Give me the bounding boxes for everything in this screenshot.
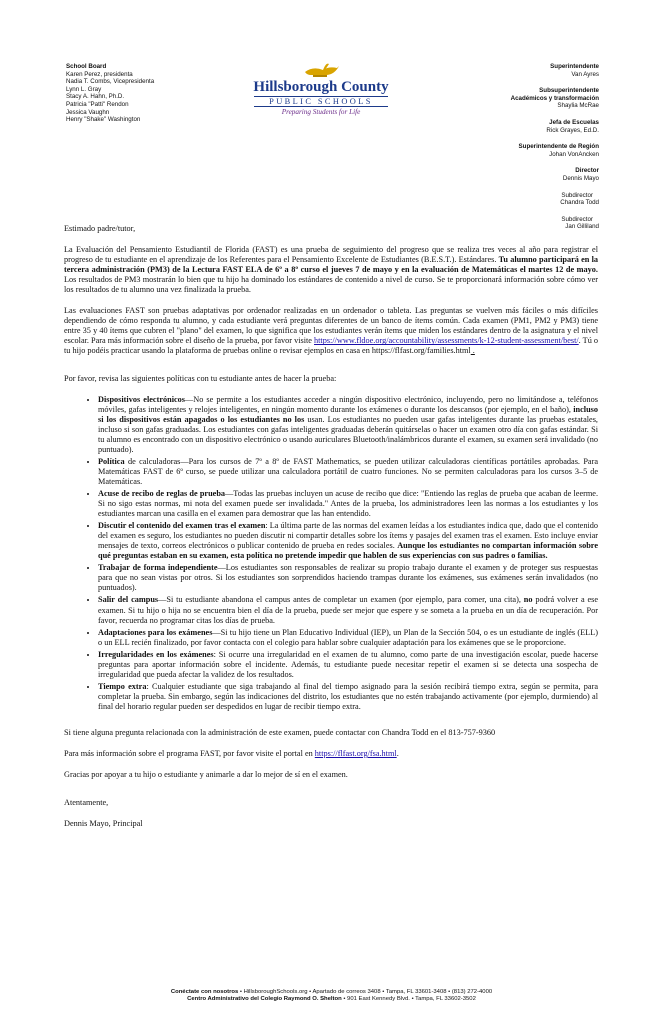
policy-item [98, 521, 598, 561]
policy-text: —Si tu estudiante abandona el campus antes de completar un examen (por ejemplo, para comer, una cita), [158, 595, 524, 605]
policy-title: Discutir el contenido del examen tras el examen [98, 521, 266, 531]
policy-item [98, 563, 598, 593]
fldoe-link[interactable]: https://www.fldoe.org/accountability/assessments/k-12-student-assessment/best/ [314, 336, 579, 346]
footer-line [0, 989, 663, 996]
paragraph-text: Para más información sobre el programa FAST, por favor visite el portal en [64, 749, 315, 759]
thanks-paragraph: Gracias por apoyar a tu hijo o estudiante y animarle a dar lo mejor de sí en el examen. [64, 770, 348, 780]
chief-title: Jefa de Escuelas [549, 118, 599, 126]
regional-name: Johan VonAncken [549, 150, 599, 158]
paragraph-adaptive [64, 306, 598, 356]
policy-text: —Si tu hijo tiene un Plan Educativo Individual (IEP), un Plan de la Sección 504, o es un estudiante de inglés (ELL) o un ELL recién finalizado, por favor contacta con el colegio para hablar sobre cualquier adaptación para los exámenes que se le proporcione. [98, 627, 598, 647]
administration-list [399, 63, 599, 240]
footer-text: • 901 East Kennedy Blvd. • Tampa, FL 33602-3502 [341, 996, 476, 1003]
fast-portal-link[interactable]: https://flfast.org/fsa.html [314, 749, 397, 759]
policy-list [64, 395, 598, 712]
footer-bold: Centro Administrativo del Colegio Raymond O. Shelton [187, 996, 342, 1003]
greeting: Estimado padre/tutor, [64, 224, 136, 233]
policy-text: —Todas las pruebas incluyen un acuse de recibo que dice: "Entiendo las reglas de prueba que acaban de leerme. Si no sigo estas normas, mi nota del examen puede ser invalidada." Antes de la prueba, los administradores leen las normas a los estudiantes y los estudiantes marcan una casilla en el examen para demostrar que las han entendido. [98, 488, 599, 519]
subdirector-name: Chandra Todd [560, 199, 599, 207]
school-board-title: School Board [66, 63, 107, 70]
district-tagline: Preparing Students for Life [281, 108, 361, 116]
director-title: Director [575, 167, 599, 175]
paragraph-fast-intro [64, 245, 598, 295]
chief-name: Rick Grayes, Ed.D. [546, 126, 599, 134]
deputy-title-line2: Académicos y transformación [510, 94, 599, 102]
paragraph-bold-dates: Tu alumno participará en la tercera administración (PM3) de la Lectura FAST ELA de 6º a 8º curso el jueves 7 de mayo y en la evaluación de Matemáticas el martes 12 de mayo. [64, 255, 598, 275]
policies-intro: Por favor, revisa las siguientes políticas con tu estudiante antes de hacer la prueba: [64, 373, 337, 383]
policy-item [98, 489, 598, 519]
policy-title: Política [98, 456, 125, 466]
superintendent-name: Van Ayres [571, 70, 599, 78]
policy-item [98, 650, 598, 680]
district-name: Hillsborough County [253, 79, 389, 95]
policy-bold: incluso si los dispositivos están apagados o los estudiantes no los [98, 404, 598, 424]
policy-item [98, 595, 598, 625]
policy-text: —No se permite a los estudiantes acceder a ningún dispositivo electrónico, incluyendo, pero no limitándose a, teléfonos móviles, gafas inteligentes y relojes inteligentes, en ningún momento durante los exámenes o durante los descansos (por ejemplo, en el baño), [98, 394, 598, 414]
closing: Atentamente, [64, 798, 109, 808]
policy-item [98, 395, 598, 455]
board-member: Lynn L. Gray [66, 85, 102, 93]
policy-item [98, 628, 598, 648]
subdirector-title: Subdirector [561, 191, 593, 199]
letter-body [64, 224, 598, 840]
lamp-icon [299, 58, 343, 80]
policy-title: Acuse de recibo de reglas de prueba [98, 488, 226, 498]
policy-title: Irregularidades en los exámenes [98, 649, 214, 659]
policy-text: de calculadoras—Para los cursos de 7º a 8º de FAST Mathematics, se pueden utilizar calculadoras científicas portátiles aprobadas. Para Matemáticas FAST de 6º curso, se puede utilizar una calculadora portátil de cuatro funciones. No se permiten calculadoras para los cursos 3–5 de Matemáticas. [98, 456, 598, 486]
fast-info-paragraph [64, 749, 598, 759]
footer-bold: Conéctate con nosotros [170, 989, 239, 995]
policy-text: : Cualquier estudiante que siga trabajando al final del tiempo asignado para la sesión recibirá tiempo extra, según se permita, para completar la prueba. Sin embargo, según las indicaciones del distrito, los estudiantes que no estén trabajando activamente (por ejemplo, durmiendo) al final del horario regular pueden ser despedidos en lugar de recibir tiempo extra. [98, 681, 599, 711]
board-member: Karen Perez, presidenta [66, 70, 133, 78]
director-name: Dennis Mayo [562, 174, 599, 182]
policy-text: : La última parte de las normas del examen leídas a los estudiantes indica que, dado que el contenido del examen es seguro, los estudiantes no pueden discutir ni compartir detalles sobre los ítems y pasajes del examen tras el examen. Esto incluye enviar mensajes de texto, correos electrónicos o publicar contenido de prueba en redes sociales. [98, 521, 598, 551]
district-subtitle: PUBLIC SCHOOLS [254, 96, 388, 107]
board-member: Stacy A. Hahn, Ph.D. [66, 93, 125, 101]
subdirector-title: Subdirector [561, 215, 593, 223]
board-member: Jessica Vaughn [66, 108, 110, 116]
policy-text: : Si ocurre una irregularidad en el examen de tu alumno, como parte de una investigación escolar, puede hacerse preguntas para aportar información sobre el incidente. Además, tu estudiante puede necesitar repetir el examen si se detecta una sospecha de irregularidad que pueda afectar la validez de los resultados. [98, 649, 598, 679]
footer-text: • HillsboroughSchools.org • Apartado de correos 3408 • Tampa, FL 33601-3408 • (813) 272-4000 [238, 989, 493, 995]
board-member: Patricia "Patti" Rendon [66, 100, 129, 108]
paragraph-text: . Tú o tu hijo podéis practicar usando la plataforma de pruebas online o revisar ejemplos en casa en https://flfast.org/families.html [64, 336, 599, 356]
policy-bold: Aunque los estudiantes no compartan información sobre qué preguntas estaban en su examen, esta política no pretende impedir que hablen de sus experiencias con sus padres o familias. [98, 541, 598, 561]
policy-item [98, 682, 598, 712]
policy-title: Dispositivos electrónicos [98, 394, 185, 404]
superintendent-title: Superintendente [550, 63, 599, 70]
regional-title: Superintendente de Región [518, 143, 599, 151]
footer [0, 989, 663, 1004]
subdirector-name: Jan Gilliland [565, 223, 599, 231]
policy-title: Tiempo extra [98, 681, 147, 691]
paragraph-text: Las evaluaciones FAST son pruebas adaptativas por ordenador realizadas en un ordenador o tableta. Las preguntas se vuelven más fáciles o más difíciles dependiendo de cómo responda tu alumno, y cada estudiante verá preguntas diferentes de un banco de ítems común. Cada examen (PM1, PM2 y PM3) tiene entre 35 y 40 ítems que cubren el "plano" del examen, lo que significa que los estudiantes verán ítems que miden los estándares dentro de la asignatura y el nivel escolar. Para más información sobre el diseño de la prueba, por favor visite [64, 306, 598, 346]
paragraph-text: . [396, 749, 399, 759]
policy-item [98, 457, 598, 487]
policy-text: podrá volver a ese examen. Si tu hijo o hija no se encuentra bien el día de la prueba, puede ser mejor que espere y se someta a la prueba en un día de recuperación. Por favor, recuerda no programar citas los días de prueba. [98, 595, 599, 625]
policy-text: —Los estudiantes son responsables de realizar su propio trabajo durante el examen y de proteger sus respuestas para que no sean vistas por otros. Si los estudiantes son sorprendidos haciendo trampas durante los exámenes, sus exámenes serán invalidados (no puntuados). [98, 563, 598, 593]
signature: Dennis Mayo, Principal [64, 819, 143, 829]
policy-title: Salir del campus [98, 595, 159, 605]
deputy-title-line1: Subsuperintendente [539, 87, 599, 95]
paragraph-text: Los resultados de PM3 mostrarán lo bien que tu hijo ha dominado los estándares de contenido a nivel de curso. Se te proporcionará información sobre cómo ver los resultados de tu alumno una vez finalizada la prueba. [64, 275, 598, 295]
paragraph-text: . [470, 346, 475, 356]
policy-text: usan. Los estudiantes no pueden usar gafas inteligentes durante las pruebas estatales, incluso si son gafas graduadas. Los estudiantes con gafas inteligentes graduadas deberán quitárselas o hacer un examen otro día con gafas estándar. Si tu alumno es encontrado con un dispositivo electrónico o usando auriculares Bluetooth/inalámbricos durante el examen, su examen será invalidado (no puntuado). [98, 414, 598, 454]
board-member: Nadia T. Combs, Vicepresidenta [66, 78, 155, 86]
paragraph-text: La Evaluación del Pensamiento Estudiantil de Florida (FAST) es una prueba de seguimiento del progreso que se realiza tres veces al año para registrar el progreso de tu estudiante en el aprendizaje de los Referentes para el Pensamiento Excelente de Estudiantes (B.E.S.T.). Estándares. [64, 245, 598, 265]
footer-line [0, 996, 663, 1003]
board-member: Henry "Shake" Washington [66, 116, 141, 124]
school-board-list [66, 63, 236, 124]
policy-title: Adaptaciones para los exámenes [98, 627, 213, 637]
deputy-name: Shaylia McRae [557, 102, 599, 110]
policy-bold: no [523, 595, 533, 605]
district-logo [246, 58, 396, 128]
contact-paragraph: Si tiene alguna pregunta relacionada con la administración de este examen, puede contactar con Chandra Todd en el 813-757-9360 [64, 727, 496, 737]
policy-title: Trabajar de forma independiente [98, 563, 218, 573]
